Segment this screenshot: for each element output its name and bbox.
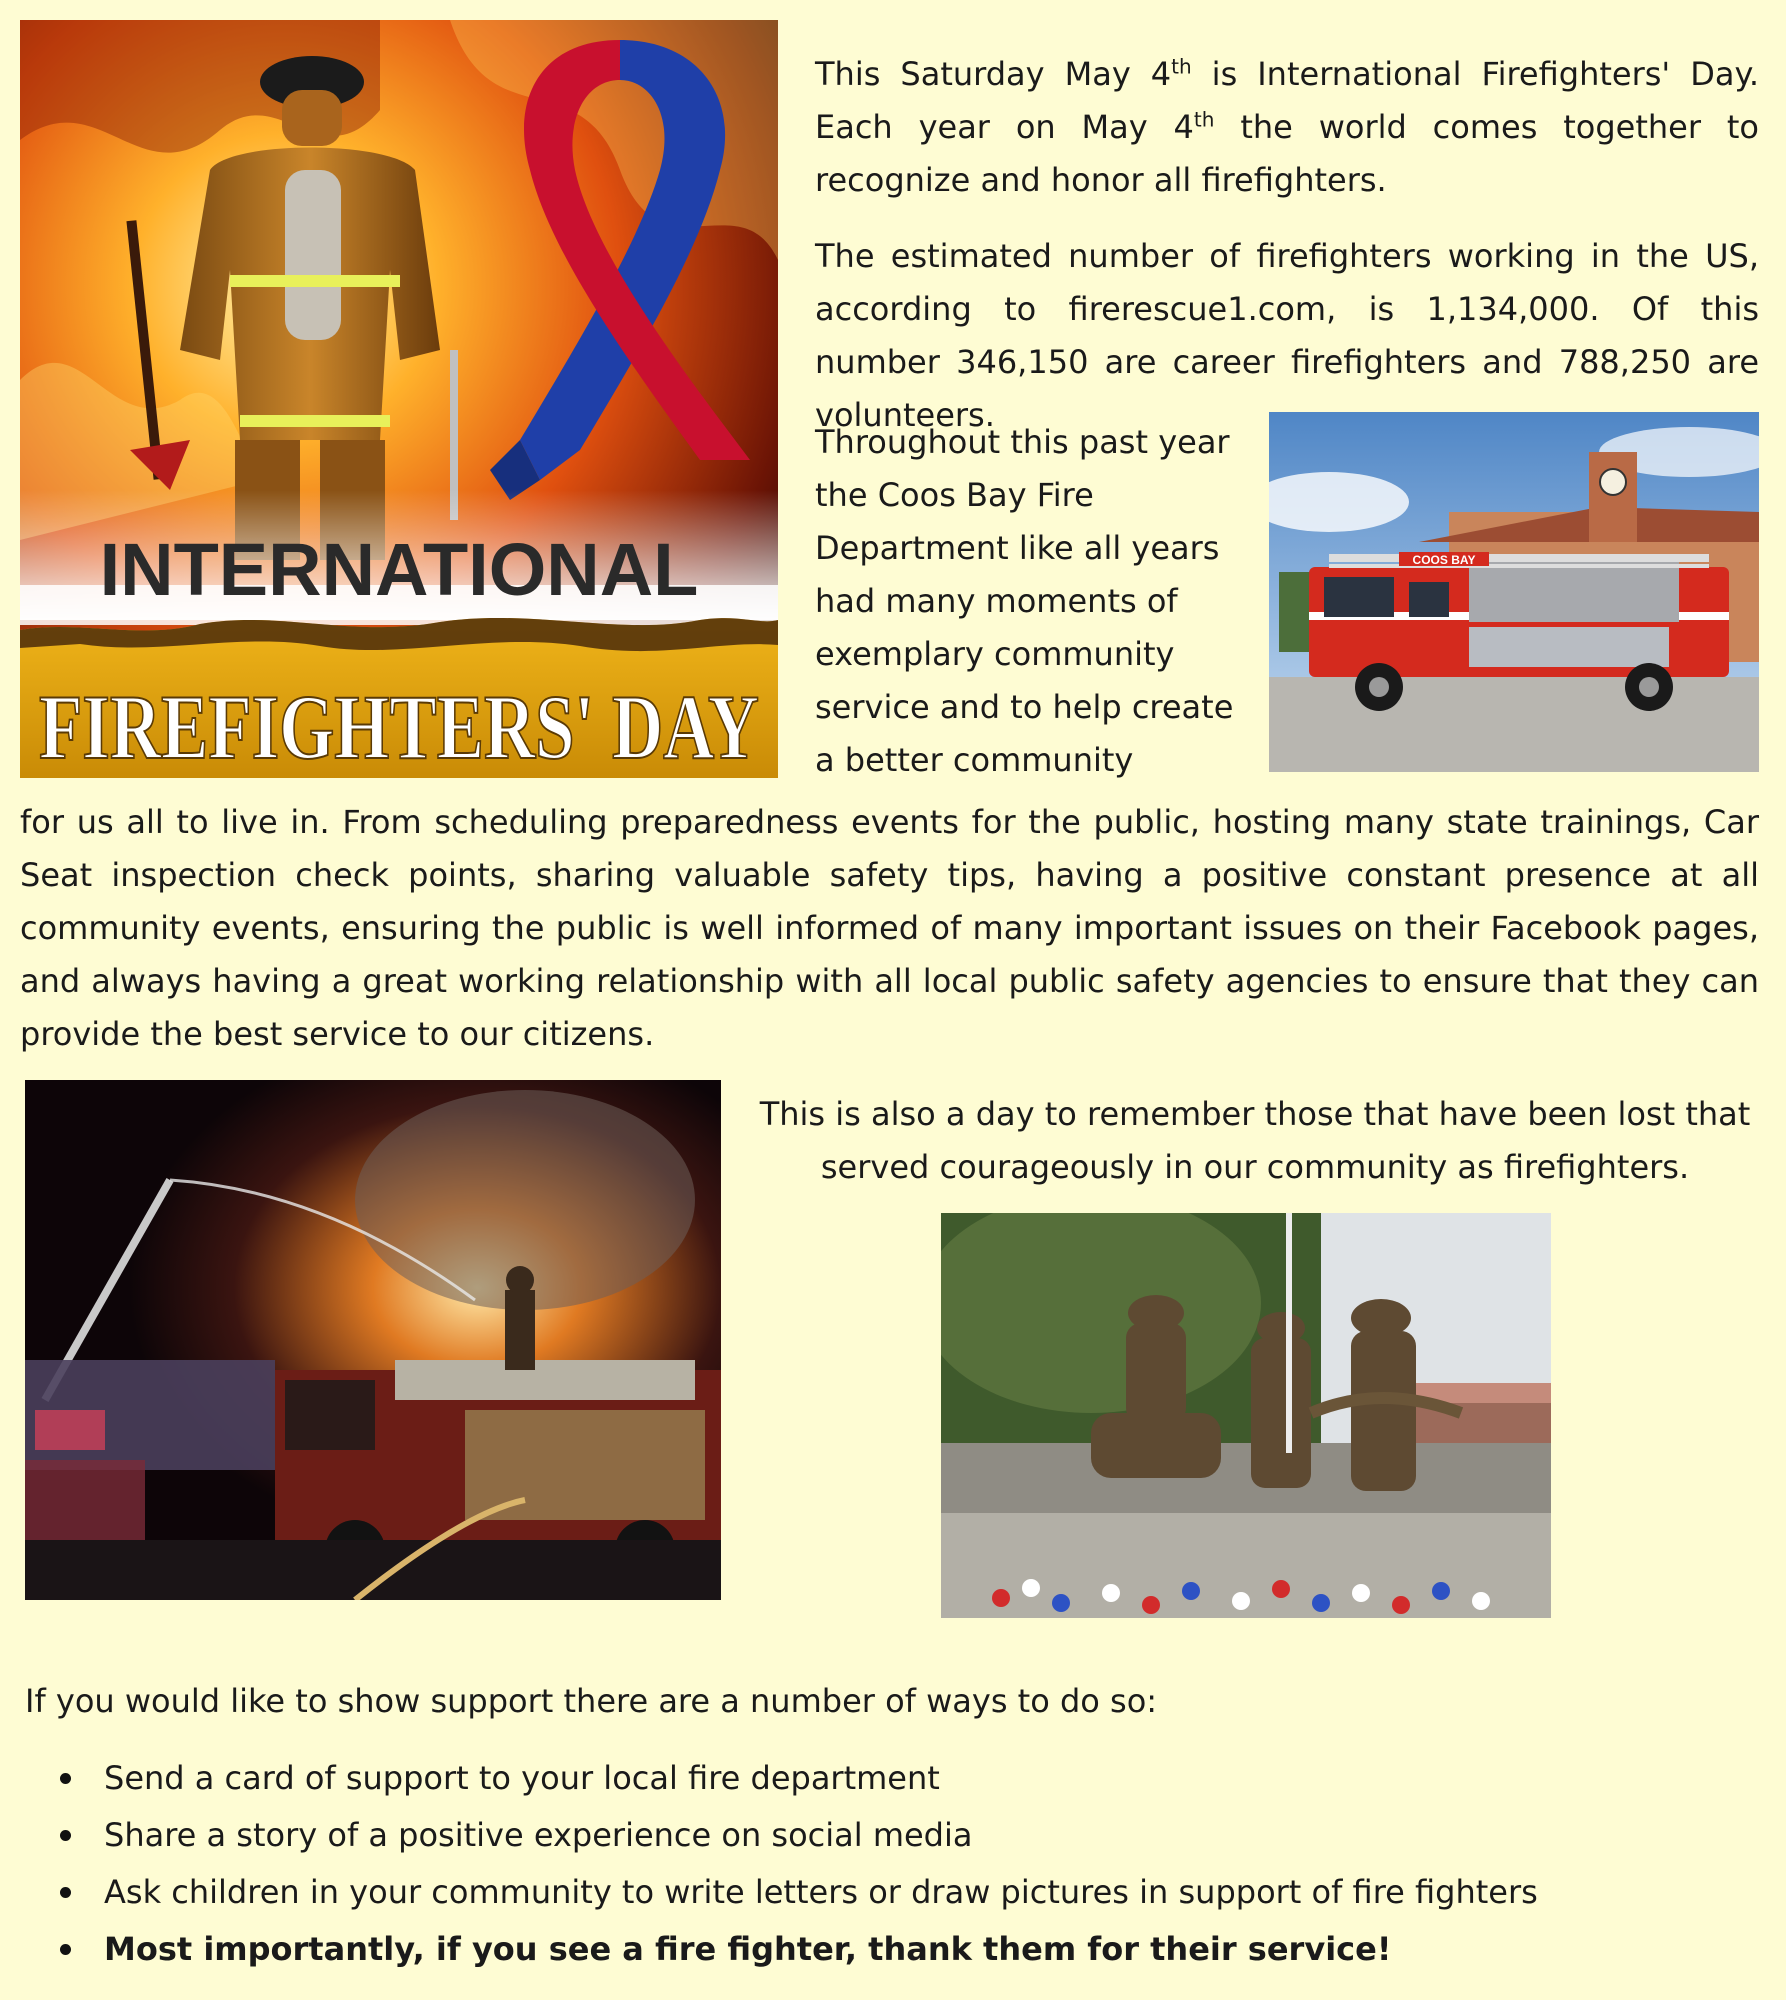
poster-title-line2: FIREFIGHTERS' DAY: [39, 676, 759, 778]
bullet-icon: [60, 1944, 71, 1955]
list-item: Share a story of a positive experience on social media: [25, 1807, 1765, 1864]
night-fire-scene-photo: [25, 1080, 721, 1600]
bullet-icon: [60, 1887, 71, 1898]
list-item: Send a card of support to your local fire department: [25, 1750, 1765, 1807]
international-firefighters-day-poster: [20, 20, 778, 778]
statistics-paragraph: The estimated number of firefighters working in the US, according to firerescue1.com, is 1,134,000. Of this number 346,150 are career firefighters and 788,250 are volunteers.: [815, 237, 1759, 434]
remembrance-text: This is also a day to remember those that have been lost that served courageously in our community as firefighters.: [759, 1095, 1751, 1186]
community-paragraph-narrow: Throughout this past year the Coos Bay Fire Department like all years had many moments of exemplary community service and to help create a better community: [815, 423, 1234, 779]
poster-title-line1: INTERNATIONAL: [99, 528, 699, 611]
community-paragraph-continued: for us all to live in. From scheduling preparedness events for the public, hosting many state trainings, Car Seat inspection check points, sharing valuable safety tips, having a positive constant presence at all community events, ensuring the public is well informed of many important issues on their Facebook pages, and always having a great working relationship with all local public safety agencies to ensure that they can provide the best service to our citizens.: [20, 803, 1759, 1053]
support-list: [25, 1750, 1765, 1978]
intro-line-1: This Saturday May 4th is International Firefighters' Day.: [815, 54, 1760, 93]
list-item: Most importantly, if you see a fire fighter, thank them for their service!: [25, 1921, 1765, 1978]
truck-sign-text: COOS BAY: [1412, 553, 1476, 567]
fire-truck-photo: [1269, 412, 1759, 772]
intro-line-2: Each year on May 4th the world comes together to: [815, 107, 1760, 146]
support-intro: If you would like to show support there are a number of ways to do so:: [25, 1682, 1158, 1720]
intro-paragraph: [815, 48, 1759, 207]
list-item: Ask children in your community to write letters or draw pictures in support of fire fighters: [25, 1864, 1765, 1921]
firefighter-memorial-statue-photo: [941, 1213, 1551, 1618]
intro-line-3: recognize and honor all firefighters.: [815, 161, 1387, 199]
bullet-icon: [60, 1830, 71, 1841]
bullet-icon: [60, 1773, 71, 1784]
